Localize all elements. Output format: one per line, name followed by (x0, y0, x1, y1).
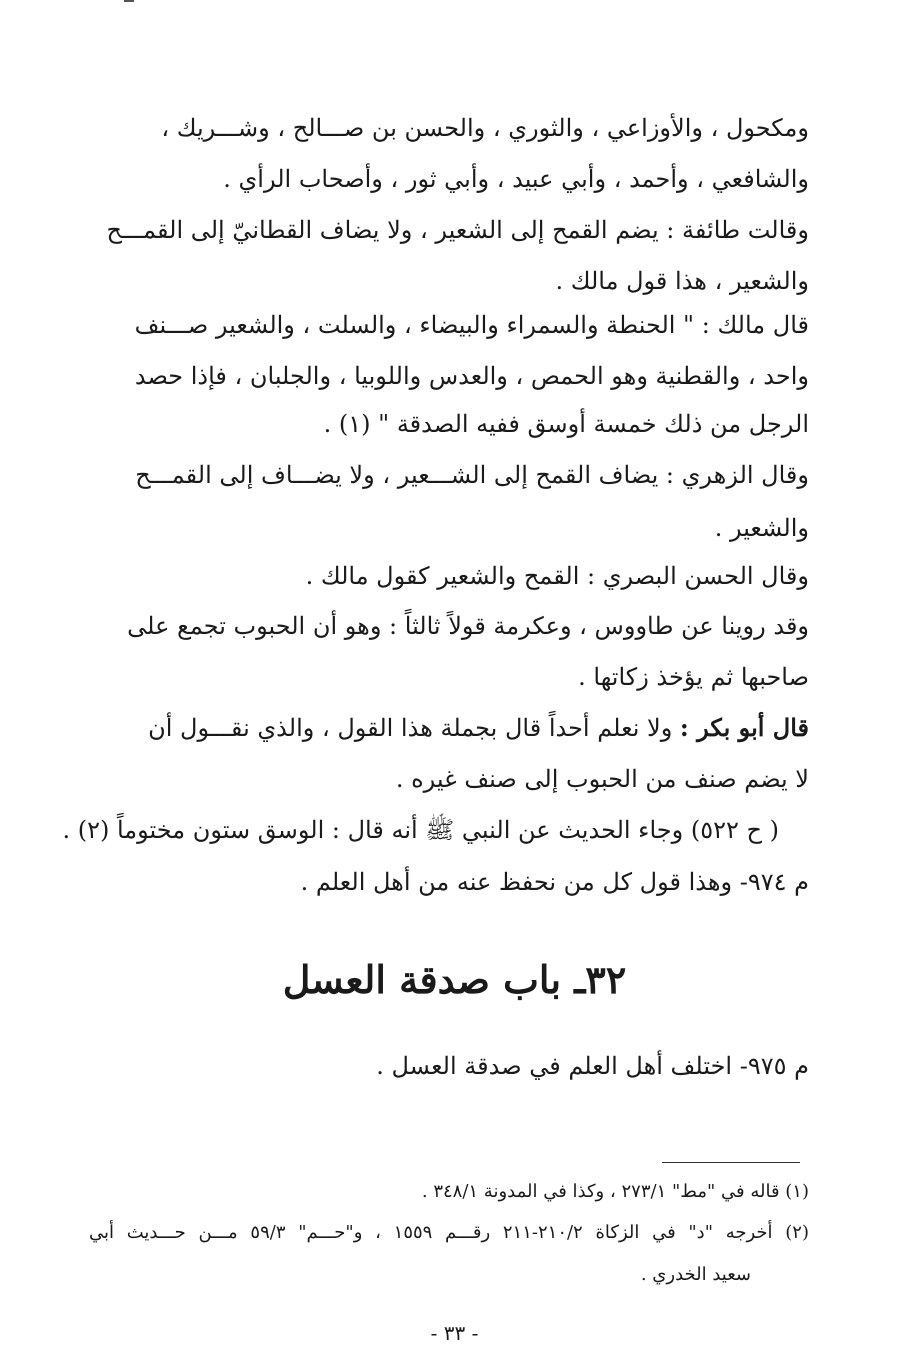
text-line-2: والشافعي ، وأحمد ، وأبي عبيد ، وأبي ثور ، وأصحاب الرأي . (223, 165, 809, 193)
abu-bakr-label: قال أبو بكر : (679, 713, 809, 742)
footnote-1: (١) قاله في "مط" ٢٧٣/١ ، وكذا في المدونة ٣٤٨/١ . (421, 1181, 809, 1202)
text-line-13 (148, 708, 809, 748)
text-line-1: ومكحول ، والأوزاعي ، والثوري ، والحسن بن صـــالح ، وشـــريك ، (161, 114, 809, 142)
footnote-divider (662, 1162, 800, 1163)
text-line-6: واحد ، والقطنية وهو الحمص ، والعدس واللوبيا ، والجلبان ، فإذا حصد (134, 362, 809, 390)
hadith-line: ( ح ٥٢٢) وجاء الحديث عن النبي ﷺ أنه قال : الوسق ستون مختوماً (٢) . (62, 816, 779, 844)
text-line-10: وقال الحسن البصري : القمح والشعير كقول مالك . (305, 562, 809, 590)
top-edge-mark (124, 0, 134, 2)
page-number: - ٣٣ - (430, 1321, 479, 1345)
text-line-14: لا يضم صنف من الحبوب إلى صنف غيره . (395, 765, 809, 793)
text-line-11: وقد روينا عن طاووس ، وعكرمة قولاً ثالثاً : وهو أن الحبوب تجمع على (127, 612, 809, 640)
text-line-4: والشعير ، هذا قول مالك . (555, 267, 809, 295)
text-line-3: وقالت طائفة : يضم القمح إلى الشعير ، ولا يضاف القطانيّ إلى القمـــح (106, 216, 809, 244)
masala-974-line: م ٩٧٤- وهذا قول كل من نحفظ عنه من أهل العلم . (300, 868, 809, 896)
text-line-9: والشعير . (714, 514, 809, 542)
masala-975-line: م ٩٧٥- اختلف أهل العلم في صدقة العسل . (376, 1052, 809, 1080)
footnote-2-continued: سعيد الخدري . (640, 1264, 751, 1285)
text-line-5: قال مالك : " الحنطة والسمراء والبيضاء ، والسلت ، والشعير صـــنف (134, 311, 809, 339)
section-title: ٣٢ـ باب صدقة العسل (282, 957, 627, 1002)
text-line-7: الرجل من ذلك خمسة أوسق ففيه الصدقة " (١) . (323, 410, 809, 438)
text-line-12: صاحبها ثم يؤخذ زكاتها . (578, 663, 809, 691)
footnote-2: (٢) أخرجه "د" في الزكاة ٢١٠/٢-٢١١ رقـــم ١٥٥٩ ، و"حـــم" ٥٩/٣ مـــن حـــديث أبي (89, 1222, 809, 1243)
text-line-8: وقال الزهري : يضاف القمح إلى الشـــعير ، ولا يضـــاف إلى القمـــح (135, 461, 809, 489)
text-line-13-rest: ولا نعلم أحداً قال بجملة هذا القول ، والذي نقـــول أن (148, 714, 680, 742)
